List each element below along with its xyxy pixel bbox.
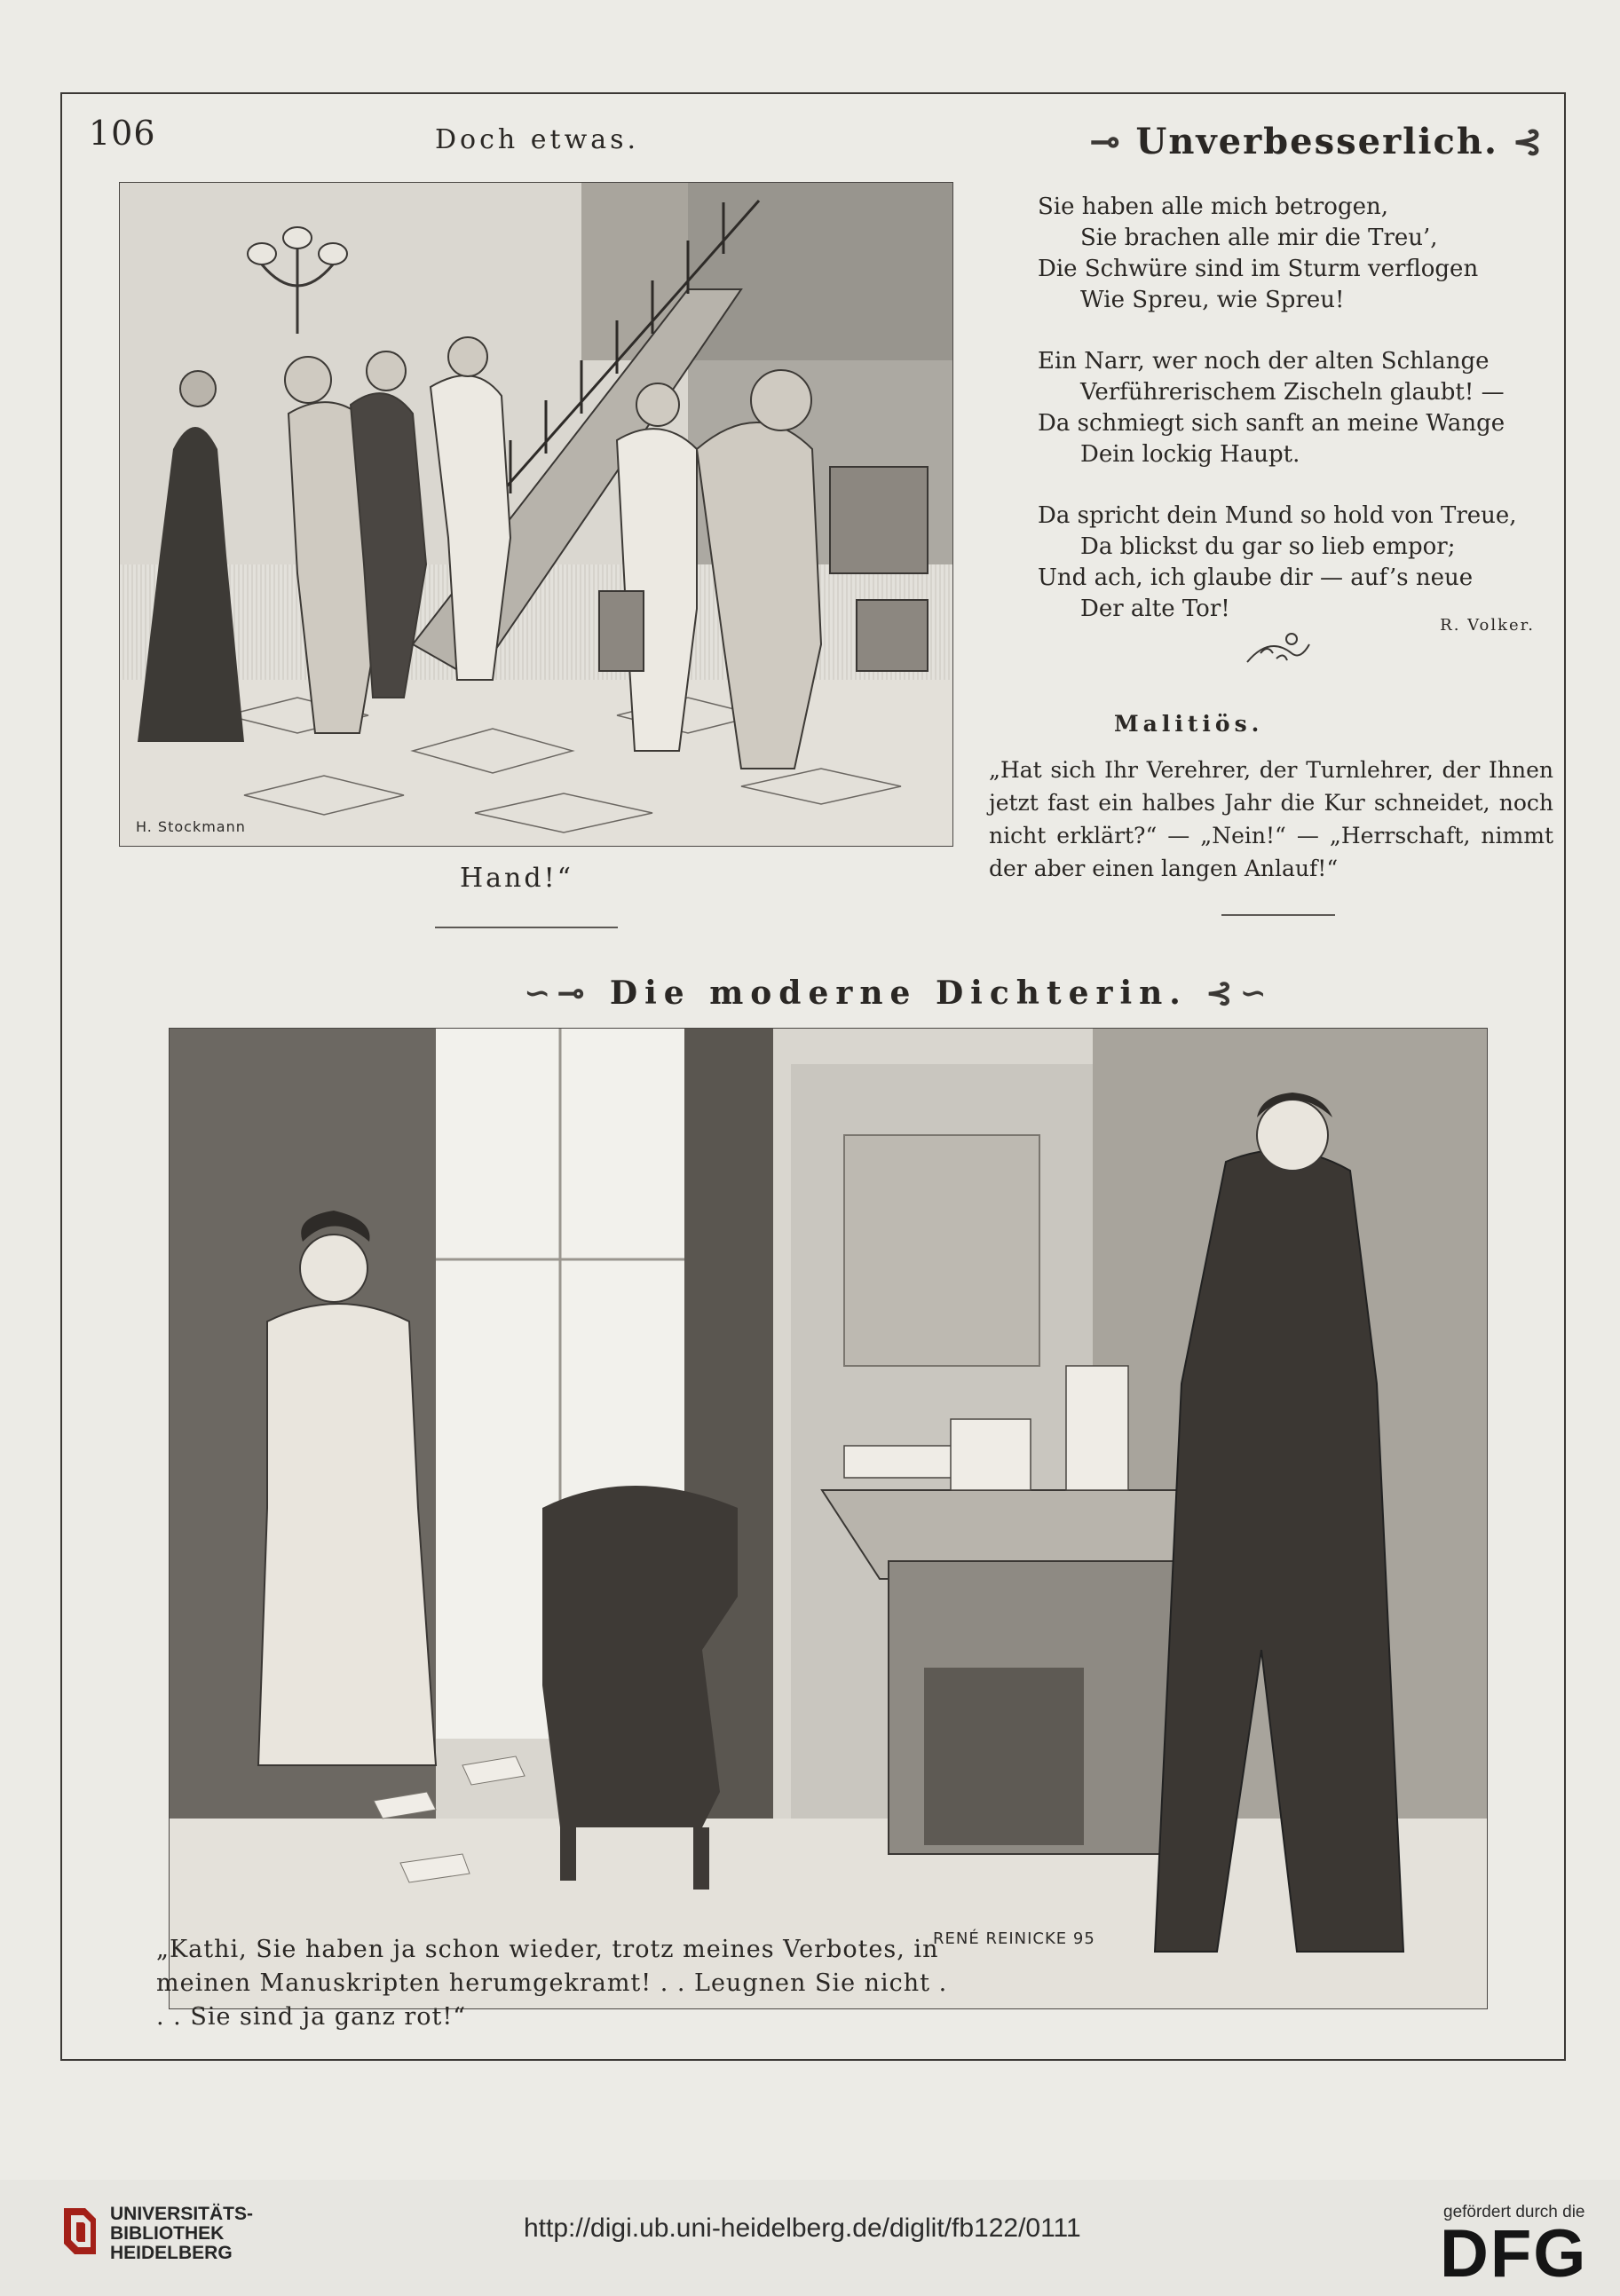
illustration-title-top: Doch etwas. (435, 124, 640, 155)
divider-left (435, 927, 618, 928)
illustration1-caption: Hand!“ (460, 863, 573, 894)
section-ornament-right: ⊰∽ (1187, 974, 1274, 1012)
illustration-hotel-scene (119, 182, 953, 847)
illustration1-signature: H. Stockmann (136, 818, 246, 835)
section-heading (524, 974, 1274, 1012)
poem-line: Verführerischem Zischeln glaubt! — (1080, 379, 1505, 406)
poem-line: Wie Spreu, wie Spreu! (1080, 287, 1345, 313)
poem-body (1038, 192, 1535, 635)
section-ornament-left: ∽⊸ (524, 974, 610, 1012)
library-line: BIBLIOTHEK (110, 2223, 225, 2244)
page-sheet (60, 92, 1566, 2061)
digitization-footer (0, 2180, 1620, 2296)
poem-line: Da blickst du gar so lieb empor; (1080, 533, 1456, 560)
illustration-poetess-drawing (170, 1029, 1487, 2008)
illustration-hotel-drawing (120, 183, 952, 846)
section-title: Die moderne Dichterin. (609, 974, 1188, 1012)
divider-right (1221, 914, 1335, 916)
page-number: 106 (89, 114, 156, 153)
poem-line: Sie brachen alle mir die Treu’, (1080, 225, 1438, 251)
illustration2-signature: RENÉ REINICKE 95 (933, 1929, 1095, 1948)
sponsor-text: gefördert durch die (1443, 2203, 1585, 2221)
poem-stanza (1038, 346, 1535, 470)
university-library-logo-icon (59, 2203, 101, 2263)
library-line: UNIVERSITÄTS- (110, 2204, 254, 2224)
malitios-text: „Hat sich Ihr Verehrer, der Turnlehrer, der Ihnen jetzt fast ein halbes Jahr die Kur schneidet, noch nicht erklärt?“ — „Nein!“ — „Herrschaft, nimmt der aber einen langen Anlauf!“ (989, 757, 1553, 881)
illustration-poetess-scene (169, 1028, 1488, 2009)
poem-line: Da spricht dein Mund so hold von Treue, (1038, 502, 1517, 529)
poem-line: Dein lockig Haupt. (1080, 441, 1300, 468)
flower-ornament-icon (1243, 627, 1314, 675)
library-line: HEIDELBERG (110, 2243, 233, 2263)
dfg-logo: DFG (1440, 2216, 1588, 2292)
poem-line: Und ach, ich glaube dir — auf’s neue (1038, 564, 1474, 591)
poem-line: Da schmiegt sich sanft an meine Wange (1038, 410, 1505, 437)
poem-line: Die Schwüre sind im Sturm verflogen (1038, 256, 1479, 282)
malitios-title: Malitiös. (1114, 711, 1264, 737)
poem-author: R. Volker. (1440, 616, 1535, 635)
permalink-url[interactable]: http://digi.ub.uni-heidelberg.de/diglit/fb122/0111 (524, 2213, 1081, 2243)
illustration2-caption: „Kathi, Sie haben ja schon wieder, trotz meines Verbotes, in meinen Manuskripten herumgekramt! . . Leugnen Sie nicht . . . Sie sind ja ganz rot!“ (156, 1936, 948, 2031)
poem-stanza (1038, 192, 1535, 316)
poem-heading (1090, 121, 1544, 162)
poem-line: Ein Narr, wer noch der alten Schlange (1038, 348, 1490, 375)
heading-ornament-right: ⊰ (1498, 121, 1545, 162)
poem-title: Unverbesserlich. (1135, 121, 1498, 162)
heading-ornament-left: ⊸ (1090, 121, 1136, 162)
poem-line: Sie haben alle mich betrogen, (1038, 193, 1388, 220)
poem-stanza (1038, 501, 1535, 625)
university-library-name (110, 2205, 253, 2263)
poem-line: Der alte Tor! (1080, 596, 1230, 622)
